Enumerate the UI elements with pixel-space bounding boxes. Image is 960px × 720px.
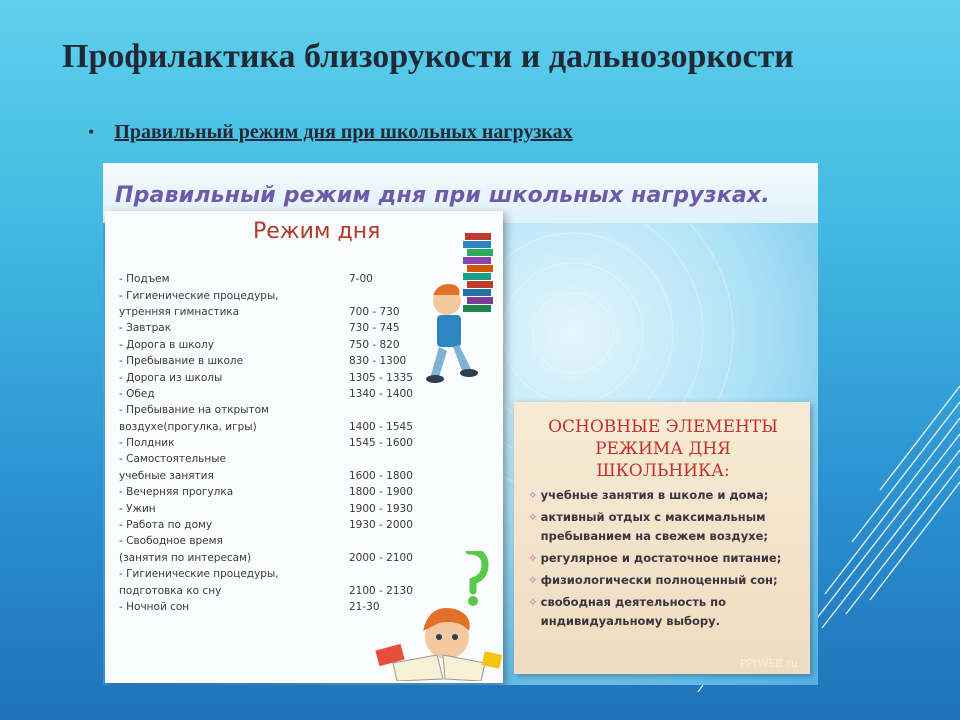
schedule-row	[119, 369, 419, 385]
schedule-activity: - Пребывание на открытом	[119, 404, 269, 417]
elements-list-item	[528, 571, 798, 590]
schedule-row	[119, 353, 419, 369]
elements-panel	[514, 402, 810, 674]
diamond-bullet-icon: ✧	[528, 595, 538, 609]
poster-title: Правильный режим дня при школьных нагрузках.	[115, 183, 770, 208]
schedule-activity: - Завтрак	[119, 322, 172, 335]
schedule-time: 750 - 820	[349, 338, 400, 351]
schedule-row	[119, 304, 419, 320]
schedule-activity: - Ужин	[119, 502, 156, 515]
schedule-time: 21-30	[349, 601, 380, 613]
boy-studying-illustration	[373, 551, 503, 681]
schedule-activity: - Вечерняя прогулка	[119, 486, 234, 499]
schedule-activity: - Подъем	[119, 273, 170, 286]
elements-list	[528, 486, 798, 634]
elements-list-item	[528, 508, 798, 546]
diamond-bullet-icon: ✧	[528, 573, 538, 587]
schedule-row	[119, 386, 419, 402]
schedule-row	[119, 484, 419, 500]
schedule-row	[119, 337, 419, 353]
schedule-time: 1800 - 1900	[349, 486, 413, 499]
schedule-activity: - Гигиенические процедуры,	[119, 568, 279, 581]
elements-item-text: регулярное и достаточное питание;	[540, 551, 782, 565]
schedule-time: 730 - 745	[349, 322, 400, 335]
elements-list-item	[528, 593, 798, 631]
schedule-activity: - Дорога из школы	[119, 371, 223, 384]
elements-list-item	[528, 549, 798, 568]
elements-list-item	[528, 486, 798, 505]
schedule-time: 1545 - 1600	[349, 437, 413, 450]
schedule-activity: - Свободное время	[119, 535, 223, 548]
schedule-activity: - Пребывание в школе	[119, 355, 244, 368]
schedule-row	[119, 287, 419, 303]
slide-title: Профилактика близорукости и дальнозоркости	[62, 38, 794, 75]
schedule-time: 1600 - 1800	[349, 469, 413, 482]
schedule-activity: воздухе(прогулка, игры)	[119, 420, 257, 433]
schedule-heading: Режим дня	[253, 219, 381, 244]
poster-image	[103, 163, 818, 685]
elements-item-text: активный отдых с максимальным пребыванием на свежем воздухе;	[540, 510, 769, 543]
schedule-row	[119, 402, 419, 418]
schedule-activity: подготовка ко сну	[119, 584, 222, 597]
bullet-icon: •	[88, 122, 95, 142]
elements-item-text: физиологически полноценный сон;	[540, 573, 778, 587]
schedule-activity: - Дорога в школу	[119, 338, 214, 351]
bullet-link[interactable]: Правильный режим дня при школьных нагрузках	[114, 121, 573, 143]
schedule-row	[119, 533, 419, 549]
schedule-activity: - Полдник	[119, 437, 175, 450]
schedule-activity: - Гигиенические процедуры,	[119, 289, 279, 302]
diamond-bullet-icon: ✧	[528, 488, 538, 502]
schedule-row	[119, 468, 419, 484]
schedule-time: 1900 - 1930	[349, 502, 413, 515]
schedule-activity: - Самостоятельные	[119, 453, 226, 466]
schedule-time: 1305 - 1335	[349, 371, 413, 384]
diamond-bullet-icon: ✧	[528, 510, 538, 524]
schedule-row	[119, 451, 419, 467]
elements-heading-line-1: ОСНОВНЫЕ ЭЛЕМЕНТЫ	[548, 417, 778, 437]
schedule-row	[119, 271, 419, 287]
schedule-time: 2100 - 2130	[349, 584, 413, 597]
schedule-activity: - Ночной сон	[119, 601, 190, 613]
schedule-time: 1340 - 1400	[349, 387, 413, 400]
schedule-time: 1930 - 2000	[349, 519, 413, 532]
schedule-time: 700 - 730	[349, 305, 400, 318]
schedule-row	[119, 320, 419, 336]
elements-item-text: свободная деятельность по индивидуальному выбору.	[540, 595, 727, 628]
schedule-time: 7-00	[349, 273, 373, 286]
schedule-activity: утренняя гимнастика	[119, 305, 240, 318]
schedule-time: 1400 - 1545	[349, 420, 413, 433]
schedule-activity: учебные занятия	[119, 469, 214, 482]
schedule-time: 830 - 1300	[349, 355, 407, 368]
schedule-activity: (занятия по интересам)	[119, 551, 252, 564]
elements-heading	[528, 416, 798, 482]
schedule-panel	[105, 211, 503, 683]
watermark: PPtWEB.ru	[740, 657, 798, 670]
schedule-row	[119, 500, 419, 516]
diamond-bullet-icon: ✧	[528, 551, 538, 565]
schedule-row	[119, 517, 419, 533]
schedule-activity: - Работа по дому	[119, 519, 213, 532]
elements-heading-line-2: РЕЖИМА ДНЯ ШКОЛЬНИКА:	[595, 439, 731, 481]
elements-item-text: учебные занятия в школе и дома;	[540, 488, 769, 502]
boy-with-books-illustration	[423, 225, 503, 405]
schedule-row	[119, 435, 419, 451]
schedule-time: 2000 - 2100	[349, 551, 413, 564]
schedule-row	[119, 419, 419, 435]
schedule-activity: - Обед	[119, 387, 155, 400]
